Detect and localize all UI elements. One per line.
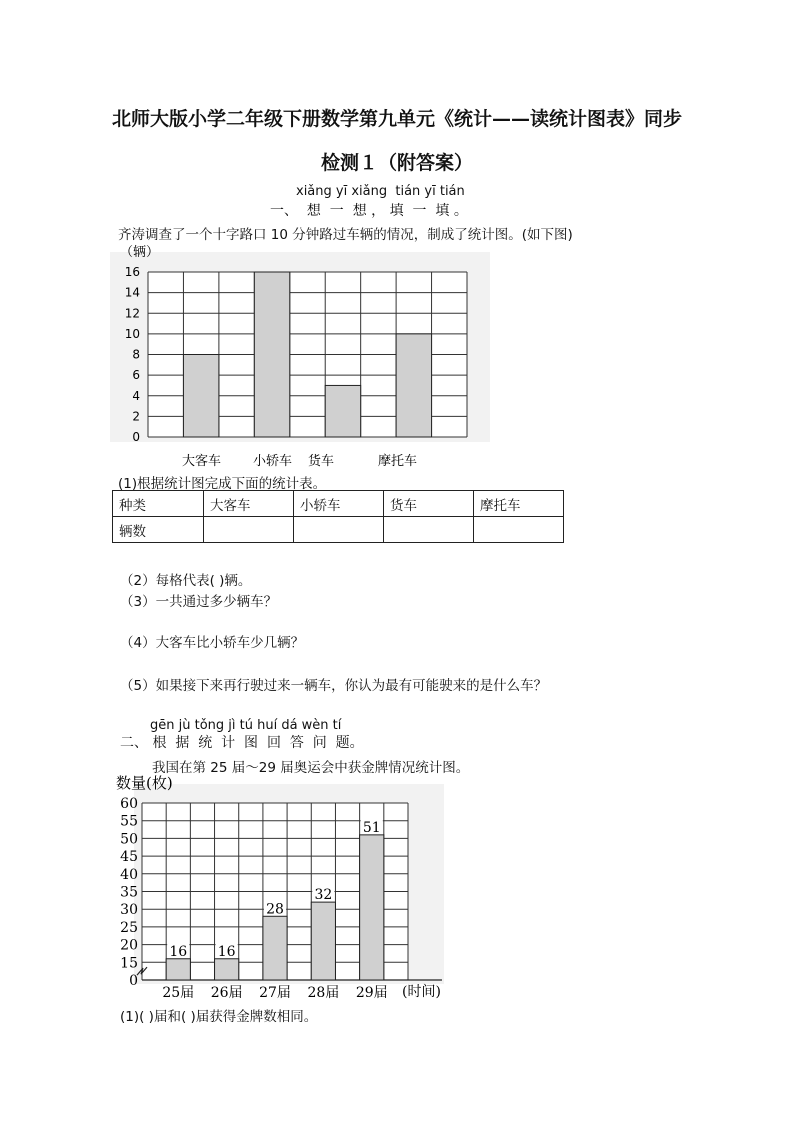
chart2-y-tick-label: 50 (120, 831, 138, 848)
chart2-y-tick-label: 20 (120, 937, 138, 954)
chart2-data-label: 16 (169, 943, 188, 960)
chart1-y-tick-label: 14 (124, 285, 140, 300)
chart1-x-ticks (182, 453, 417, 469)
chart2-x-ticks (162, 985, 387, 1001)
chart2-y-tick-label: 0 (129, 973, 138, 989)
section1-pinyin: xiǎng yī xiǎng tián yī tián (296, 184, 465, 199)
chart2-y-tick-label: 40 (120, 866, 138, 883)
chart2-x-label: (时间) (402, 984, 441, 1000)
section1-q3: （3）一共通过多少辆车？ (120, 594, 278, 610)
chart2-data-label: 51 (362, 819, 381, 836)
table-header-cell: 摩托车 (473, 491, 563, 517)
chart1-y-tick-label: 0 (132, 430, 140, 444)
section2-pinyin: gēn jù tǒng jì tú huí dá wèn tí (150, 718, 342, 733)
chart2-bar (166, 959, 190, 980)
chart2-data-label: 32 (314, 887, 333, 904)
vehicle-stat-table (112, 490, 564, 543)
table-header-cell: 大客车 (203, 491, 293, 517)
chart2-y-tick-label: 35 (120, 884, 138, 901)
table-header-row (113, 491, 564, 517)
chart2-bar (360, 835, 384, 980)
table-cell-blank[interactable] (383, 517, 473, 543)
chart1-y-tick-label: 16 (124, 265, 140, 279)
table-row (113, 517, 564, 543)
chart2-x-tick-label: 25届 (162, 985, 195, 1001)
chart1-y-tick-label: 6 (132, 368, 140, 383)
document-title-line2: 检测１（附答案） (320, 152, 473, 174)
chart2-data-label: 28 (266, 901, 284, 918)
chart1-y-tick-label: 2 (132, 409, 140, 424)
section2-q1: (1)( )届和( )届获得金牌数相同。 (120, 1009, 318, 1025)
chart2-x-tick-label: 27届 (259, 985, 291, 1001)
chart1-x-tick-label: 货车 (308, 454, 335, 469)
chart2-y-tick-label: 30 (120, 902, 138, 919)
chart1-x-tick-label: 小轿车 (253, 454, 293, 469)
chart2-y-tick-label: 55 (120, 813, 138, 830)
chart2-bar (311, 902, 335, 980)
table-header-cell: 种类 (113, 491, 204, 517)
chart2-y-tick-label: 15 (120, 955, 138, 972)
table-cell-blank[interactable] (473, 517, 563, 543)
chart2-x-tick-label: 26届 (210, 985, 243, 1001)
olympic-gold-bar-chart (112, 772, 452, 1004)
chart1-x-tick-label: 摩托车 (378, 454, 418, 469)
chart1-x-tick-label: 大客车 (182, 454, 222, 469)
document-title-line1: 北师大版小学二年级下册数学第九单元《统计——读统计图表》同步 (111, 108, 682, 130)
chart1-bar (325, 385, 360, 437)
chart2-y-tick-label: 60 (120, 796, 138, 812)
section2-intro: 我国在第 25 届～29 届奥运会中获金牌情况统计图。 (152, 760, 470, 776)
section1-q4: （4）大客车比小轿车少几辆？ (120, 635, 305, 651)
vehicle-bar-chart (110, 240, 490, 472)
section1-q5: （5）如果接下来再行驶过来一辆车，你认为最有可能驶来的是什么车？ (120, 678, 548, 694)
chart1-y-tick-label: 10 (124, 326, 140, 341)
table-header-cell: 小轿车 (293, 491, 383, 517)
section1-q1: (1)根据统计图完成下面的统计表。 (118, 476, 327, 492)
chart1-bar (254, 272, 289, 437)
chart2-x-tick-label: 29届 (355, 985, 388, 1001)
chart2-y-tick-label: 25 (120, 919, 138, 936)
chart2-y-label: 数量(枚) (116, 774, 173, 792)
chart2-bar (215, 959, 239, 980)
chart1-grid (110, 252, 490, 442)
table-row-label: 辆数 (113, 517, 204, 543)
chart2-bar (263, 916, 287, 980)
chart1-y-tick-label: 8 (132, 347, 140, 362)
table-cell-blank[interactable] (203, 517, 293, 543)
section1-q2: （2）每格代表( )辆。 (120, 573, 252, 589)
chart2-x-tick-label: 28届 (307, 985, 340, 1001)
chart1-y-tick-label: 4 (132, 388, 140, 403)
table-header-cell: 货车 (383, 491, 473, 517)
chart1-bar (183, 355, 218, 438)
section1-intro: 齐涛调查了一个十字路口 10 分钟路过车辆的情况，制成了统计图。(如下图) (118, 227, 573, 243)
chart1-y-label: （辆） (120, 245, 160, 260)
chart2-y-ticks (120, 796, 138, 989)
section1-heading: 一、 想 一 想 ， 填 一 填 。 (270, 203, 468, 219)
chart1-bar (396, 334, 431, 437)
table-cell-blank[interactable] (293, 517, 383, 543)
chart2-y-tick-label: 45 (120, 849, 138, 866)
chart1-y-tick-label: 12 (124, 306, 140, 321)
chart2-data-label: 16 (217, 943, 236, 960)
section2-heading: 二、 根 据 统 计 图 回 答 问 题。 (120, 735, 364, 751)
